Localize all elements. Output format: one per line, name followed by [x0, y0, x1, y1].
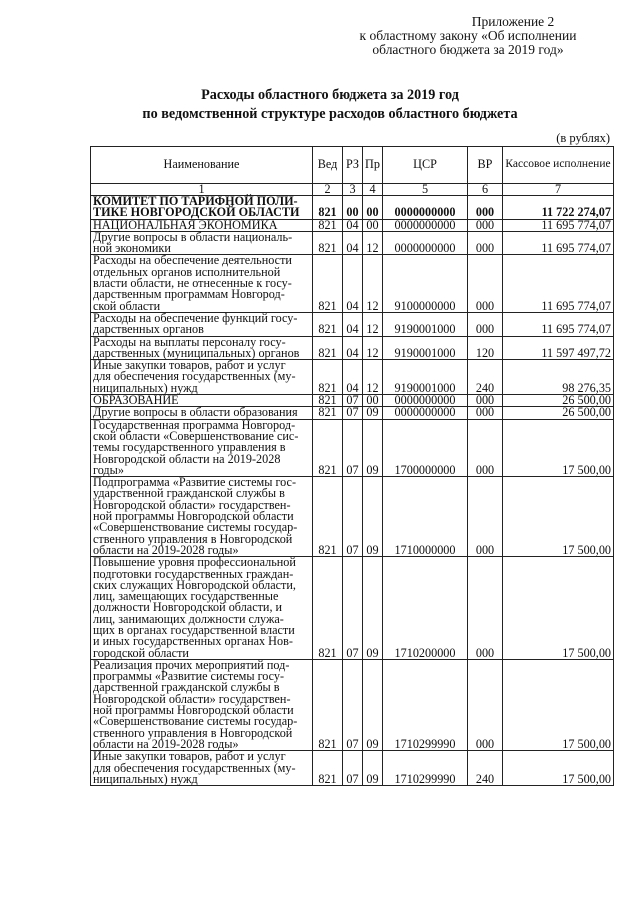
row-rz: 07: [343, 557, 363, 660]
table-row: [91, 255, 614, 312]
row-rz: 04: [343, 312, 363, 336]
col-header-vr: ВР: [468, 147, 503, 184]
row-name: Другие вопросы в области образования: [91, 407, 313, 419]
row-csr: 9190001000: [383, 360, 468, 395]
row-pr: 12: [363, 255, 383, 312]
row-ved: 821: [313, 255, 343, 312]
row-sum: 26 500,00: [503, 395, 614, 407]
row-ved: 821: [313, 231, 343, 255]
row-pr: 09: [363, 419, 383, 476]
row-csr: 1700000000: [383, 419, 468, 476]
col-index: 6: [468, 184, 503, 196]
row-sum: 11 695 774,07: [503, 312, 614, 336]
row-csr: 1710299990: [383, 659, 468, 750]
budget-table: [90, 146, 614, 786]
row-pr: 09: [363, 477, 383, 557]
row-sum: 17 500,00: [503, 659, 614, 750]
row-vr: 000: [468, 659, 503, 750]
row-sum: 98 276,35: [503, 360, 614, 395]
col-header-ved: Вед: [313, 147, 343, 184]
row-ved: 821: [313, 477, 343, 557]
row-sum: 17 500,00: [503, 557, 614, 660]
col-index: 7: [503, 184, 614, 196]
row-csr: 0000000000: [383, 219, 468, 231]
row-rz: 07: [343, 477, 363, 557]
row-vr: 000: [468, 231, 503, 255]
row-vr: 000: [468, 196, 503, 220]
row-name: Повышение уровня профессиональной подготовки государственных граждан- ских служащих Новгородской области, лиц, замещающих государственные должности Новгородской области, и лиц, занимающих должности служа- щих в органах государственной власти и иных государственных органах Нов- городской области: [91, 557, 313, 660]
row-sum: 11 597 497,72: [503, 336, 614, 360]
col-header-sum: Кассовое исполнение: [503, 147, 614, 184]
table-row: [91, 751, 614, 786]
col-index: 1: [91, 184, 313, 196]
row-csr: 1710000000: [383, 477, 468, 557]
row-sum: 17 500,00: [503, 477, 614, 557]
document-title: [60, 86, 600, 124]
row-csr: 1710299990: [383, 751, 468, 786]
row-ved: 821: [313, 360, 343, 395]
row-ved: 821: [313, 751, 343, 786]
table-row: [91, 659, 614, 750]
row-ved: 821: [313, 557, 343, 660]
row-ved: 821: [313, 312, 343, 336]
row-ved: 821: [313, 419, 343, 476]
row-pr: 12: [363, 231, 383, 255]
row-csr: 0000000000: [383, 196, 468, 220]
row-pr: 09: [363, 751, 383, 786]
row-vr: 000: [468, 395, 503, 407]
row-rz: 04: [343, 255, 363, 312]
row-sum: 17 500,00: [503, 751, 614, 786]
appendix-line-1: Приложение 2: [471, 14, 555, 29]
row-pr: 12: [363, 336, 383, 360]
row-csr: 0000000000: [383, 407, 468, 419]
appendix-line-2: к областному закону «Об исполнении: [359, 28, 577, 43]
col-index: 2: [313, 184, 343, 196]
row-csr: 9190001000: [383, 312, 468, 336]
row-name: ОБРАЗОВАНИЕ: [91, 395, 313, 407]
row-vr: 240: [468, 360, 503, 395]
row-name: Реализация прочих мероприятий под- программы «Развитие системы госу- дарственной гражданской службы в Новгородской области» государствен- ной программы Новгородской области «Совершенствование системы государ- ственного управления в Новгородской области на 2019-2028 годы»: [91, 659, 313, 750]
row-ved: 821: [313, 407, 343, 419]
row-vr: 240: [468, 751, 503, 786]
appendix-note: [318, 15, 618, 57]
row-sum: 17 500,00: [503, 419, 614, 476]
row-rz: 04: [343, 231, 363, 255]
row-vr: 000: [468, 255, 503, 312]
row-rz: 07: [343, 659, 363, 750]
row-name: КОМИТЕТ ПО ТАРИФНОЙ ПОЛИ- ТИКЕ НОВГОРОДСКОЙ ОБЛАСТИ: [91, 196, 313, 220]
row-ved: 821: [313, 659, 343, 750]
row-rz: 04: [343, 336, 363, 360]
row-ved: 821: [313, 219, 343, 231]
row-csr: 9100000000: [383, 255, 468, 312]
row-csr: 1710200000: [383, 557, 468, 660]
row-vr: 000: [468, 419, 503, 476]
row-name: Расходы на обеспечение функций госу- дарственных органов: [91, 312, 313, 336]
row-name: Подпрограмма «Развитие системы гос- ударственной гражданской службы в Новгородской области» государствен- ной программы Новгородской области «Совершенствование системы государ- ственного управления в Новгородской области на 2019-2028 годы»: [91, 477, 313, 557]
row-rz: 07: [343, 419, 363, 476]
row-csr: 0000000000: [383, 231, 468, 255]
row-name: Расходы на выплаты персоналу госу- дарственных (муниципальных) органов: [91, 336, 313, 360]
col-index: 3: [343, 184, 363, 196]
col-header-rz: РЗ: [343, 147, 363, 184]
row-rz: 04: [343, 219, 363, 231]
row-pr: 12: [363, 312, 383, 336]
row-sum: 11 695 774,07: [503, 219, 614, 231]
row-sum: 11 722 274,07: [503, 196, 614, 220]
row-pr: 00: [363, 196, 383, 220]
row-ved: 821: [313, 395, 343, 407]
row-ved: 821: [313, 196, 343, 220]
table-row: [91, 231, 614, 255]
row-name: Иные закупки товаров, работ и услуг для обеспечения государственных (му- ниципальных) нужд: [91, 751, 313, 786]
units-note: (в рублях): [556, 131, 610, 145]
row-vr: 000: [468, 557, 503, 660]
title-line-2: по ведомственной структуре расходов областного бюджета: [142, 106, 518, 122]
col-index: 4: [363, 184, 383, 196]
row-vr: 000: [468, 407, 503, 419]
row-vr: 000: [468, 312, 503, 336]
row-pr: 00: [363, 219, 383, 231]
table-row: [91, 419, 614, 476]
table-row: [91, 336, 614, 360]
header-row: [91, 147, 614, 184]
col-index: 5: [383, 184, 468, 196]
col-header-csr: ЦСР: [383, 147, 468, 184]
row-pr: 09: [363, 557, 383, 660]
row-rz: 07: [343, 407, 363, 419]
col-header-name: Наименование: [91, 147, 313, 184]
title-line-1: Расходы областного бюджета за 2019 год: [201, 87, 459, 103]
row-vr: 000: [468, 219, 503, 231]
table-row: [91, 557, 614, 660]
row-pr: 09: [363, 407, 383, 419]
row-vr: 000: [468, 477, 503, 557]
row-name: НАЦИОНАЛЬНАЯ ЭКОНОМИКА: [91, 219, 313, 231]
row-rz: 04: [343, 360, 363, 395]
table-body: [91, 196, 614, 786]
row-pr: 00: [363, 395, 383, 407]
row-sum: 11 695 774,07: [503, 255, 614, 312]
table-row: [91, 196, 614, 220]
table-row: [91, 360, 614, 395]
appendix-line-3: областного бюджета за 2019 год»: [372, 42, 564, 57]
row-csr: 0000000000: [383, 395, 468, 407]
row-name: Расходы на обеспечение деятельности отдельных органов исполнительной власти области, не отнесенные к госу- дарственным программам Новгород- ской области: [91, 255, 313, 312]
row-pr: 12: [363, 360, 383, 395]
col-header-pr: Пр: [363, 147, 383, 184]
row-rz: 07: [343, 395, 363, 407]
row-rz: 00: [343, 196, 363, 220]
table-row: [91, 312, 614, 336]
row-name: Другие вопросы в области националь- ной экономики: [91, 231, 313, 255]
row-ved: 821: [313, 336, 343, 360]
table-row: [91, 477, 614, 557]
row-sum: 26 500,00: [503, 407, 614, 419]
row-name: Иные закупки товаров, работ и услуг для обеспечения государственных (му- ниципальных) нужд: [91, 360, 313, 395]
row-sum: 11 695 774,07: [503, 231, 614, 255]
row-name: Государственная программа Новгород- ской области «Совершенствование сис- темы государственного управления в Новгородской области на 2019-2028 годы»: [91, 419, 313, 476]
row-csr: 9190001000: [383, 336, 468, 360]
row-rz: 07: [343, 751, 363, 786]
row-pr: 09: [363, 659, 383, 750]
row-vr: 120: [468, 336, 503, 360]
